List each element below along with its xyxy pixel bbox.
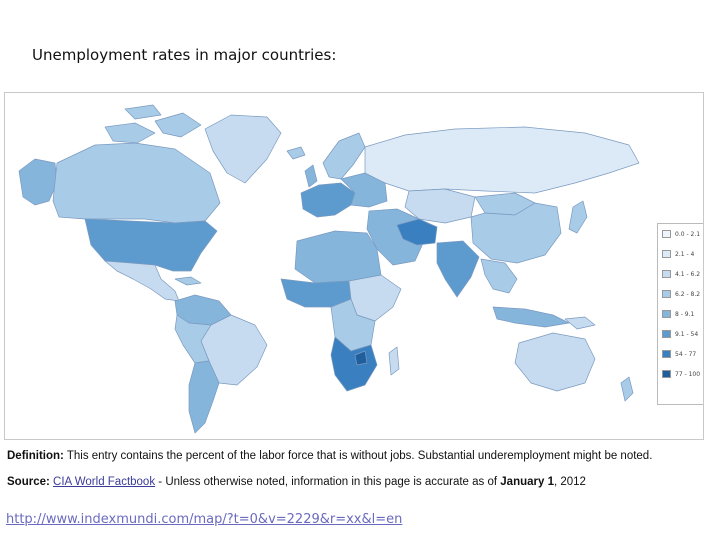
region-alaska: [19, 159, 57, 205]
region-japan: [569, 201, 587, 233]
region-usa: [85, 219, 217, 271]
legend-row: [658, 224, 704, 244]
source-year: , 2012: [553, 476, 586, 488]
definition-text: This entry contains the percent of the labor force that is without jobs. Substantial underemployment might be noted.: [63, 450, 653, 462]
legend-swatch: [662, 230, 671, 238]
region-greenland: [205, 115, 281, 183]
map-legend: [657, 223, 704, 405]
region-west-africa: [281, 279, 351, 307]
world-map: [4, 92, 704, 440]
region-india: [437, 241, 479, 297]
legend-label: 77 - 100: [675, 370, 701, 378]
cia-world-factbook-link[interactable]: CIA World Factbook: [53, 476, 156, 488]
legend-row: [658, 284, 704, 304]
source-line: [7, 476, 586, 488]
region-scandinavia: [323, 133, 365, 179]
source-label: Source:: [7, 476, 50, 488]
legend-row: [658, 304, 704, 324]
legend-label: 2.1 - 4: [675, 250, 695, 258]
legend-row: [658, 324, 704, 344]
world-map-svg: [5, 93, 703, 439]
region-russia: [365, 127, 639, 193]
legend-row: [658, 264, 704, 284]
legend-label: 54 - 77: [675, 350, 697, 358]
legend-label: 8 - 9.1: [675, 310, 695, 318]
region-australia: [515, 333, 595, 391]
region-canada-islands: [105, 105, 201, 143]
region-canada: [53, 143, 220, 223]
legend-swatch: [662, 270, 671, 278]
legend-label: 9.1 - 54: [675, 330, 699, 338]
definition-line: [7, 450, 652, 462]
region-southeast-asia: [481, 259, 517, 293]
legend-label: 0.0 - 2.1: [675, 230, 701, 238]
legend-swatch: [662, 370, 671, 378]
region-papua: [565, 317, 595, 329]
region-iceland: [287, 147, 305, 159]
region-uk: [305, 165, 317, 187]
region-new-zealand: [621, 377, 633, 401]
legend-label: 6.2 - 8.2: [675, 290, 701, 298]
legend-swatch: [662, 250, 671, 258]
legend-swatch: [662, 350, 671, 358]
source-date: January 1: [500, 476, 554, 488]
source-url-link[interactable]: http://www.indexmundi.com/map/?t=0&v=2229&r=xx&l=en: [6, 512, 403, 527]
legend-row: [658, 344, 704, 364]
region-caribbean: [175, 277, 201, 285]
slide-title: Unemployment rates in major countries:: [32, 46, 337, 64]
legend-swatch: [662, 290, 671, 298]
region-north-africa: [295, 231, 381, 283]
source-text: - Unless otherwise noted, information in this page is accurate as of: [155, 476, 501, 488]
region-western-europe: [301, 183, 355, 217]
legend-label: 4.1 - 6.2: [675, 270, 701, 278]
definition-label: Definition:: [7, 450, 64, 462]
region-indonesia: [493, 307, 569, 327]
legend-swatch: [662, 310, 671, 318]
legend-row: [658, 364, 704, 384]
region-madagascar: [389, 347, 399, 375]
legend-swatch: [662, 330, 671, 338]
legend-row: [658, 244, 704, 264]
